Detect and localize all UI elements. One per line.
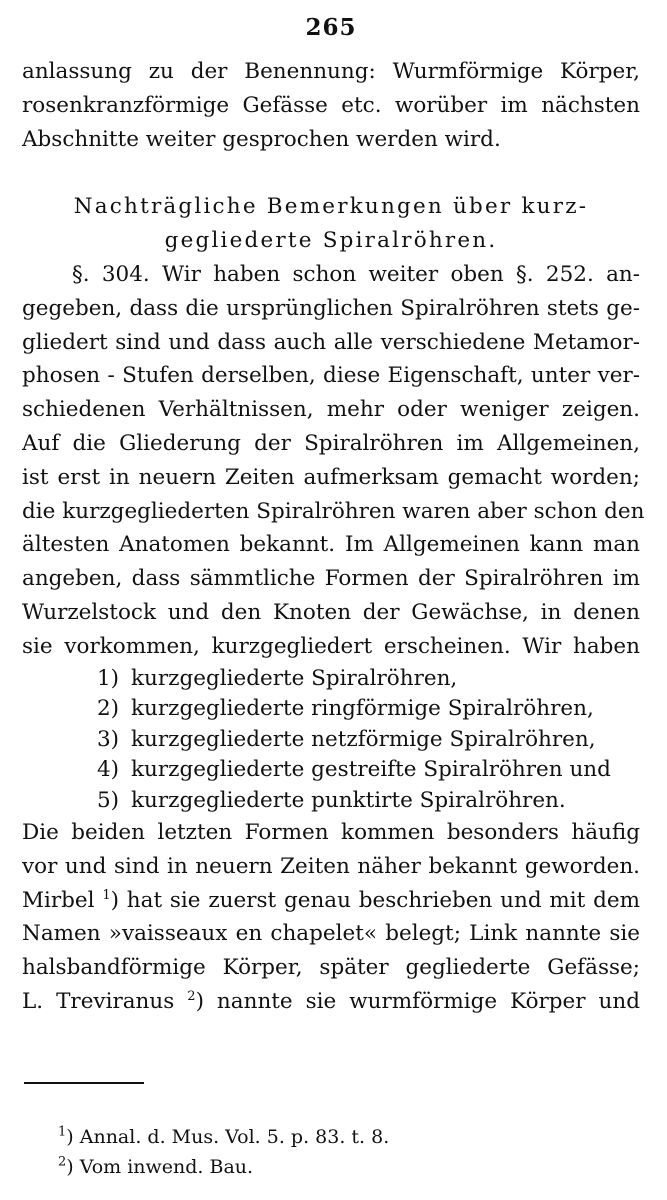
footnote <box>58 1123 389 1153</box>
list-item <box>97 755 640 786</box>
text-line: rosenkranzförmige Gefässe etc. worüber im nächsten <box>22 92 640 118</box>
list-number: 1) <box>97 665 120 691</box>
list-item <box>97 725 640 756</box>
text-line: halsbandförmige Körper, später gegliederte Gefässe; <box>22 955 640 981</box>
list-number: 2) <box>97 696 120 722</box>
text-line: ältesten Anatomen bekannt. Im Allgemeinen kann man <box>22 532 640 558</box>
text-line: angeben, dass sämmtliche Formen der Spiralröhren im <box>22 566 640 592</box>
footnote-text: ) Annal. d. Mus. Vol. 5. p. 83. t. 8. <box>66 1126 390 1148</box>
enumerated-list <box>22 664 640 817</box>
list-item <box>97 786 640 817</box>
text-line: vor und sind in neuern Zeiten näher bekannt geworden. <box>22 853 640 879</box>
section-paragraph <box>22 258 645 664</box>
section-heading <box>22 190 640 258</box>
list-number: 5) <box>97 787 120 813</box>
text-line <box>22 985 640 1019</box>
text-line: gegeben, dass die ursprünglichen Spiralröhren stets ge- <box>22 295 640 321</box>
list-number: 4) <box>97 757 120 783</box>
list-item <box>97 694 640 725</box>
footnotes <box>58 1123 389 1182</box>
heading-line: gegliederte Spiralröhren. <box>164 228 498 254</box>
text-line: Abschnitte weiter gesprochen werden wird. <box>22 126 501 152</box>
text-line: die kurzgegliederten Spiralröhren waren aber schon den <box>22 498 645 524</box>
author-name: L. Treviranus <box>22 989 175 1015</box>
list-text: kurzgegliederte netzförmige Spiralröhren, <box>131 726 596 752</box>
text-line: sie vorkommen, kurzgegliedert erscheinen. Wir haben <box>22 633 640 659</box>
author-name: Mirbel <box>22 887 95 913</box>
footnote-divider <box>24 1082 144 1084</box>
text-line: gliedert sind und dass auch alle verschiedene Metamor- <box>22 329 640 355</box>
text-line <box>22 884 640 918</box>
footnote-marker: 2 <box>58 1154 67 1170</box>
list-text: kurzgegliederte gestreifte Spiralröhren und <box>131 757 611 783</box>
heading-line: Nachträgliche Bemerkungen über kurz- <box>73 194 589 220</box>
footnote-text: ) Vom inwend. Bau. <box>66 1155 254 1178</box>
page-number: 265 <box>305 14 357 41</box>
continuation-paragraph <box>22 55 640 156</box>
text-line: Auf die Gliederung der Spiralröhren im Allgemeinen, <box>22 430 640 456</box>
footnote-ref: 2 <box>187 988 196 1004</box>
list-text: kurzgegliederte ringförmige Spiralröhren, <box>131 696 594 722</box>
list-item <box>97 664 640 695</box>
list-number: 3) <box>97 726 120 752</box>
text-line: anlassung zu der Benennung: Wurmförmige Körper, <box>22 59 640 84</box>
text-fragment: ) nannte sie wurmförmige Körper und <box>195 989 640 1015</box>
footnote-ref: 1 <box>102 887 111 903</box>
text-line: Die beiden letzten Formen kommen besonders häufig <box>22 820 640 846</box>
list-text: kurzgegliederte Spiralröhren, <box>131 665 458 691</box>
book-page <box>22 14 645 1019</box>
footnote-marker: 1 <box>58 1124 67 1140</box>
closing-paragraph <box>22 816 640 1019</box>
text-line: Namen »vaisseaux en chapelet« belegt; Link nannte sie <box>22 921 640 947</box>
footnote <box>58 1153 389 1183</box>
text-line: §. 304. Wir haben schon weiter oben §. 252. an- <box>72 261 640 287</box>
text-line: phosen - Stufen derselben, diese Eigenschaft, unter ver- <box>22 363 640 389</box>
text-fragment: ) hat sie zuerst genau beschrieben und mit dem <box>110 887 640 913</box>
text-line: ist erst in neuern Zeiten aufmerksam gemacht worden; <box>22 464 640 490</box>
text-line: schiedenen Verhältnissen, mehr oder weniger zeigen. <box>22 397 640 423</box>
text-line: Wurzelstock und den Knoten der Gewächse, in denen <box>22 599 640 625</box>
list-text: kurzgegliederte punktirte Spiralröhren. <box>131 787 566 813</box>
